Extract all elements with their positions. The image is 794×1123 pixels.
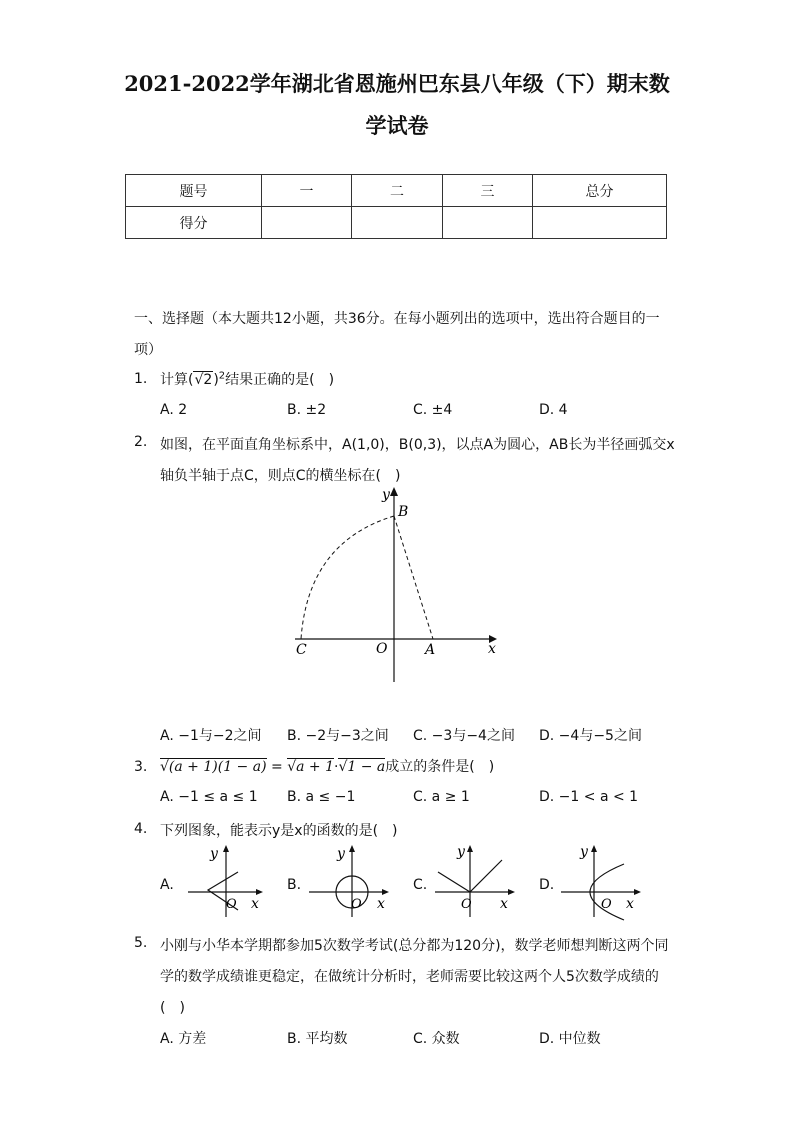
label-o: O bbox=[601, 897, 612, 912]
question-number: 1. bbox=[134, 371, 148, 387]
label-y: y bbox=[210, 846, 218, 862]
page-title-line1: 2021-2022学年湖北省恩施州巴东县八年级（下）期末数 bbox=[124, 71, 670, 96]
x-axis-arrow bbox=[256, 889, 263, 895]
score-header-cell: 一 bbox=[262, 175, 352, 207]
label-y: y bbox=[457, 844, 465, 860]
q1-option-a[interactable]: A. 2 bbox=[160, 402, 188, 418]
question-2-line1: 如图，在平面直角坐标系中，A(1,0)，B(0,3)，以点A为圆心，AB长为半径画弧交x bbox=[160, 437, 675, 453]
question-3-stem bbox=[160, 756, 494, 776]
question-1-stem bbox=[160, 369, 334, 389]
q3-radicand-2: 1 − a bbox=[347, 759, 386, 775]
q5-option-a[interactable]: A. 方差 bbox=[160, 1031, 207, 1047]
question-number: 4. bbox=[134, 821, 148, 837]
label-x: x bbox=[488, 641, 496, 657]
sqrt-radical: √(a + 1)(1 − a) bbox=[160, 759, 267, 775]
y-axis-arrow bbox=[349, 845, 355, 852]
question-number: 5. bbox=[134, 935, 148, 951]
q1-option-c[interactable]: C. ±4 bbox=[413, 402, 453, 418]
q3-option-b[interactable]: B. a ≤ −1 bbox=[287, 789, 356, 805]
q1-option-b[interactable]: B. ±2 bbox=[287, 402, 327, 418]
q3-dot: · bbox=[334, 759, 339, 775]
x-axis-arrow bbox=[634, 889, 641, 895]
score-header-cell: 二 bbox=[352, 175, 443, 207]
label-b: B bbox=[398, 504, 409, 520]
sqrt-radical: √a + 1 bbox=[287, 759, 334, 775]
label-o: O bbox=[376, 641, 388, 657]
label-x: x bbox=[251, 896, 259, 912]
q3-equals: = bbox=[271, 759, 283, 775]
q5-option-d[interactable]: D. 中位数 bbox=[539, 1031, 601, 1047]
label-y: y bbox=[337, 846, 345, 862]
y-axis-arrow bbox=[223, 845, 229, 852]
score-cell bbox=[443, 207, 533, 239]
score-cell bbox=[352, 207, 443, 239]
q1-text: 结果正确的是( ) bbox=[225, 372, 335, 388]
question-5-line3: ( ) bbox=[160, 1000, 185, 1016]
sqrt-radical: √1 − a bbox=[338, 759, 386, 775]
page-title-line2: 学试卷 bbox=[365, 113, 429, 138]
y-axis-arrow bbox=[467, 845, 473, 852]
q3-option-c[interactable]: C. a ≥ 1 bbox=[413, 789, 470, 805]
q3-radicand-1: a + 1 bbox=[296, 759, 334, 775]
label-x: x bbox=[500, 896, 508, 912]
q1-exponent: 2 bbox=[218, 370, 226, 382]
q4-graph-b[interactable] bbox=[304, 842, 394, 922]
label-o: O bbox=[461, 897, 472, 912]
q1-radicand: 2 bbox=[203, 372, 213, 388]
y-axis-arrow bbox=[390, 487, 398, 496]
q5-option-b[interactable]: B. 平均数 bbox=[287, 1031, 348, 1047]
q1-option-d[interactable]: D. 4 bbox=[539, 402, 568, 418]
section-heading-line1: 一、选择题（本大题共12小题，共36分。在每小题列出的选项中，选出符合题目的一 bbox=[134, 311, 660, 327]
score-cell bbox=[262, 207, 352, 239]
score-header-cell: 题号 bbox=[126, 175, 262, 207]
q2-option-a[interactable]: A. −1与−2之间 bbox=[160, 728, 262, 744]
label-o: O bbox=[351, 897, 362, 912]
section-heading-line2: 项） bbox=[134, 342, 162, 358]
q2-option-d[interactable]: D. −4与−5之间 bbox=[539, 728, 642, 744]
label-o: O bbox=[226, 897, 237, 912]
q3-option-a[interactable]: A. −1 ≤ a ≤ 1 bbox=[160, 789, 258, 805]
score-row-label: 得分 bbox=[126, 207, 262, 239]
q3-option-d[interactable]: D. −1 < a < 1 bbox=[539, 789, 639, 805]
score-table-header-row bbox=[126, 175, 667, 207]
question-4-stem: 下列图象，能表示y是x的函数的是( ) bbox=[160, 823, 398, 839]
q5-option-c[interactable]: C. 众数 bbox=[413, 1031, 460, 1047]
label-y: y bbox=[580, 844, 588, 860]
q2-option-b[interactable]: B. −2与−3之间 bbox=[287, 728, 389, 744]
q1-paren-open: 计算( bbox=[160, 372, 194, 388]
score-table-score-row bbox=[126, 207, 667, 239]
q2-coordinate-figure bbox=[290, 482, 510, 692]
q3-text: 成立的条件是( ) bbox=[385, 759, 495, 775]
x-axis-arrow bbox=[508, 889, 515, 895]
x-axis-arrow bbox=[382, 889, 389, 895]
q4-graph-a[interactable] bbox=[178, 842, 268, 922]
score-header-cell: 总分 bbox=[533, 175, 667, 207]
sqrt-radical: √2 bbox=[194, 372, 213, 388]
q3-radicand-lhs: (a + 1)(1 − a) bbox=[168, 759, 267, 775]
segment-ab bbox=[394, 516, 433, 639]
q2-option-c[interactable]: C. −3与−4之间 bbox=[413, 728, 515, 744]
question-5-line2: 学的数学成绩谁更稳定，在做统计分析时，老师需要比较这两个人5次数学成绩的 bbox=[160, 969, 659, 985]
score-header-cell: 三 bbox=[443, 175, 533, 207]
label-a: A bbox=[425, 642, 436, 658]
label-y: y bbox=[382, 487, 390, 503]
question-5-line1: 小刚与小华本学期都参加5次数学考试(总分都为120分)，数学老师想判断这两个同 bbox=[160, 938, 669, 954]
question-number: 2. bbox=[134, 434, 148, 450]
score-table bbox=[125, 174, 667, 239]
q4-option-d[interactable]: D. bbox=[539, 877, 555, 893]
q4-option-b[interactable]: B. bbox=[287, 877, 302, 893]
q4-option-c[interactable]: C. bbox=[413, 877, 428, 893]
q4-graph-c[interactable] bbox=[430, 842, 520, 922]
label-x: x bbox=[626, 896, 634, 912]
q4-graph-d[interactable] bbox=[556, 842, 646, 922]
dashed-arc bbox=[301, 516, 394, 639]
question-2-line2: 轴负半轴于点C，则点C的横坐标在( ) bbox=[160, 468, 401, 484]
question-number: 3. bbox=[134, 759, 148, 775]
q1-paren-close: ) bbox=[213, 372, 219, 388]
q4-option-a[interactable]: A. bbox=[160, 877, 174, 893]
label-c: C bbox=[296, 642, 307, 658]
score-cell bbox=[533, 207, 667, 239]
y-axis-arrow bbox=[591, 845, 597, 852]
label-x: x bbox=[377, 896, 385, 912]
